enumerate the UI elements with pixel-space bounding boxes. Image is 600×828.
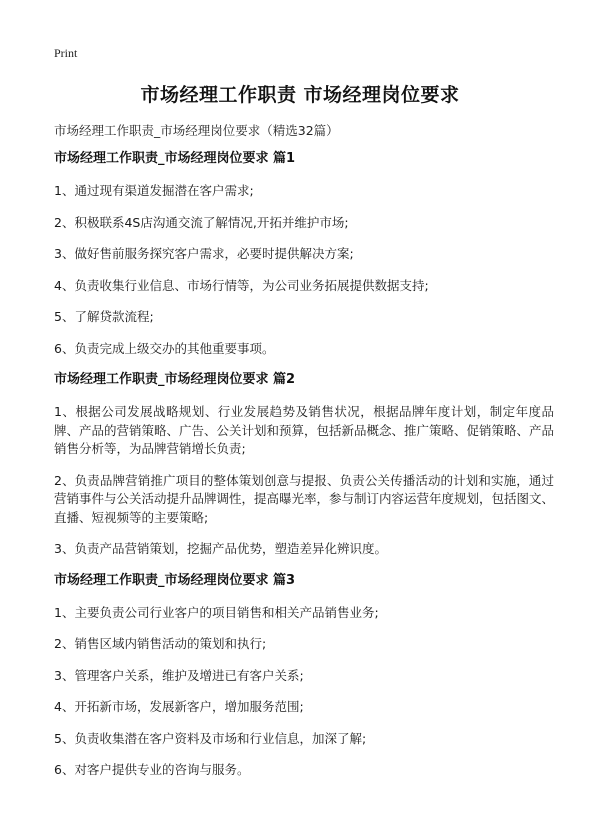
list-item: 6、负责完成上级交办的其他重要事项。 [54, 340, 275, 356]
list-item: 6、对客户提供专业的咨询与服务。 [54, 762, 250, 777]
list-item: 1、通过现有渠道发掘潜在客户需求; [54, 183, 254, 198]
list-item: 2、积极联系4S店沟通交流了解情况,开拓并维护市场; [54, 214, 349, 230]
print-label[interactable]: Print [54, 46, 78, 60]
list-item: 1、根据公司发展战略规划、行业发展趋势及销售状况，根据品牌年度计划，制定年度品牌、产品的营销策略、广告、公关计划和预算，包括新品概念、推广策略、促销策略、产品销售分析等，为品牌营销增长负责; [54, 404, 555, 456]
document-body [54, 150, 554, 793]
list-item: 2、销售区域内销售活动的策划和执行; [54, 636, 267, 651]
list-item: 4、开拓新市场，发展新客户，增加服务范围; [54, 699, 304, 714]
list-item: 3、负责产品营销策划，挖掘产品优势，塑造差异化辨识度。 [54, 541, 387, 556]
list-item: 2、负责品牌营销推广项目的整体策划创意与提报、负责公关传播活动的计划和实施，通过营销事件与公关活动提升品牌调性，提高曝光率，参与制订内容运营年度规划，包括图文、直播、短视频等的主要策略; [54, 472, 555, 525]
section-3 [54, 572, 554, 780]
section-heading: 市场经理工作职责_市场经理岗位要求 篇1 [54, 151, 296, 166]
list-item: 3、管理客户关系，维护及增进已有客户关系; [54, 667, 304, 683]
section-heading: 市场经理工作职责_市场经理岗位要求 篇2 [54, 372, 296, 387]
section-heading: 市场经理工作职责_市场经理岗位要求 篇3 [54, 572, 296, 588]
list-item: 5、负责收集潜在客户资料及市场和行业信息，加深了解; [54, 730, 367, 746]
list-item: 4、负责收集行业信息、市场行情等，为公司业务拓展提供数据支持; [54, 277, 429, 293]
section-2 [54, 371, 554, 559]
document-title: 市场经理工作职责 市场经理岗位要求 [140, 84, 460, 106]
list-item: 3、做好售前服务探究客户需求，必要时提供解决方案; [54, 246, 354, 261]
section-1 [54, 150, 554, 358]
list-item: 1、主要负责公司行业客户的项目销售和相关产品销售业务; [54, 604, 379, 620]
list-item: 5、了解贷款流程; [54, 309, 154, 324]
document-subtitle: 市场经理工作职责_市场经理岗位要求（精选32篇） [54, 123, 339, 138]
